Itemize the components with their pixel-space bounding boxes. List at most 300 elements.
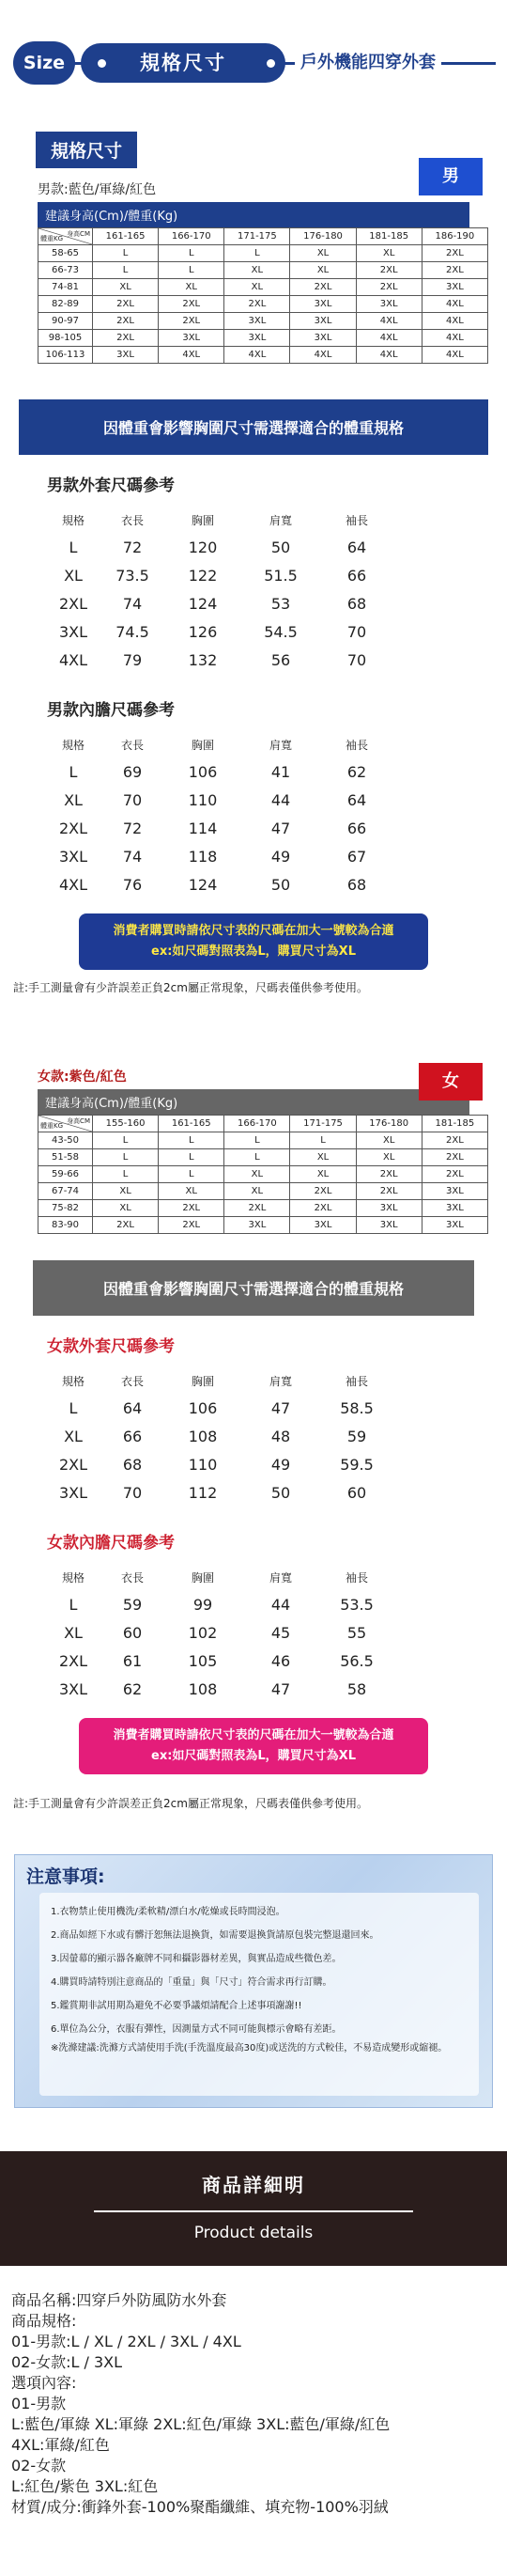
size-cell: XL xyxy=(224,1183,290,1200)
ref-cell: 126 xyxy=(188,622,218,641)
size-cell: 2XL xyxy=(356,1183,422,1200)
male-note xyxy=(79,913,428,970)
ref-cell: 59 xyxy=(346,1427,367,1445)
height-header: 186-190 xyxy=(422,228,487,245)
ref-cell: 68 xyxy=(122,1455,143,1474)
table-row xyxy=(47,1422,392,1450)
male-section xyxy=(0,132,507,227)
table-row xyxy=(47,1478,392,1507)
corner-cell xyxy=(38,228,93,245)
table-row xyxy=(47,814,392,842)
details-body xyxy=(0,2266,507,2537)
size-cell: 2XL xyxy=(159,1200,224,1217)
size-cell: 2XL xyxy=(290,279,356,296)
ref-header: 肩寬 xyxy=(269,738,292,752)
size-cell: 3XL xyxy=(422,1183,487,1200)
dot-icon xyxy=(98,59,106,68)
ref-header-row xyxy=(47,507,392,533)
size-pill: Size xyxy=(13,41,75,85)
size-cell: 2XL xyxy=(422,1132,487,1149)
size-cell: 2XL xyxy=(93,313,159,330)
ref-cell: 99 xyxy=(192,1595,213,1614)
ref-cell: 4XL xyxy=(58,875,88,894)
ref-cell: 70 xyxy=(346,622,367,641)
size-cell: L xyxy=(93,1149,159,1166)
size-cell: L xyxy=(290,1132,356,1149)
ref-cell: 68 xyxy=(346,875,367,894)
notice-title: 注意事項: xyxy=(26,1866,105,1887)
ref-cell: 49 xyxy=(270,847,291,866)
height-header: 176-180 xyxy=(356,1116,422,1132)
ref-cell: L xyxy=(69,762,78,781)
ref-cell: 46 xyxy=(270,1651,291,1670)
size-cell: XL xyxy=(356,245,422,262)
table-row xyxy=(47,757,392,786)
weight-cell: 74-81 xyxy=(38,279,93,296)
notice-item: 5.鑑賞期非試用期為避免不必要爭議煩請配合上述事項謝謝!! xyxy=(51,2001,302,2011)
size-cell: 3XL xyxy=(290,1217,356,1234)
dot-icon xyxy=(267,59,275,68)
ref-cell: 51.5 xyxy=(264,566,298,585)
detail-line: 選項內容: xyxy=(11,2374,77,2392)
size-cell: 3XL xyxy=(422,1217,487,1234)
female-color-label: 女款:紫色/紅色 xyxy=(38,1069,127,1085)
size-cell: L xyxy=(159,1149,224,1166)
weight-cell: 67-74 xyxy=(38,1183,93,1200)
ref-cell: 55 xyxy=(346,1623,367,1642)
ref-cell: 44 xyxy=(270,1595,291,1614)
ref-cell: 64 xyxy=(122,1398,143,1417)
size-cell: 4XL xyxy=(356,313,422,330)
ref-cell: 60 xyxy=(346,1483,367,1502)
male-badge: 男 xyxy=(419,158,483,195)
ref-cell: XL xyxy=(64,1623,83,1642)
size-cell: L xyxy=(159,245,224,262)
ref-cell: 61 xyxy=(122,1651,143,1670)
table-row xyxy=(38,330,488,347)
ref-cell: 60 xyxy=(122,1623,143,1642)
ref-cell: 50 xyxy=(270,875,291,894)
size-cell: 4XL xyxy=(356,347,422,364)
ref-cell: L xyxy=(69,1398,78,1417)
size-cell: 2XL xyxy=(224,1200,290,1217)
size-cell: 2XL xyxy=(422,262,487,279)
ref-cell: 64 xyxy=(346,790,367,809)
ref-cell: 50 xyxy=(270,1483,291,1502)
female-inner-table xyxy=(47,1564,392,1703)
ref-cell: 47 xyxy=(270,1398,291,1417)
size-cell: XL xyxy=(93,279,159,296)
size-cell: 2XL xyxy=(290,1200,356,1217)
ref-cell: 70 xyxy=(346,650,367,669)
table-row xyxy=(47,617,392,646)
size-cell: 2XL xyxy=(356,1166,422,1183)
weight-cell: 82-89 xyxy=(38,296,93,313)
size-cell: XL xyxy=(356,1149,422,1166)
ref-cell: 68 xyxy=(346,594,367,613)
height-header: 155-160 xyxy=(93,1116,159,1132)
ref-cell: 50 xyxy=(270,538,291,556)
size-cell: 4XL xyxy=(422,296,487,313)
size-cell: 2XL xyxy=(159,1217,224,1234)
weight-cell: 51-58 xyxy=(38,1149,93,1166)
ref-cell: 53.5 xyxy=(340,1595,374,1614)
male-note-line1: 消費者購買時請依尺寸表的尺碼在加大一號較為合適 xyxy=(113,924,394,938)
ref-cell: 54.5 xyxy=(264,622,298,641)
ref-cell: 70 xyxy=(122,790,143,809)
male-inner-table xyxy=(47,731,392,898)
ref-cell: 108 xyxy=(188,1679,218,1698)
ref-cell: 66 xyxy=(122,1427,143,1445)
ref-cell: 120 xyxy=(188,538,218,556)
size-cell: L xyxy=(159,1166,224,1183)
male-color-label: 男款:藍色/軍綠/紅色 xyxy=(38,182,157,197)
size-cell: 3XL xyxy=(159,330,224,347)
size-cell: XL xyxy=(290,262,356,279)
height-header: 171-175 xyxy=(290,1116,356,1132)
table-row xyxy=(38,1149,488,1166)
notice-panel xyxy=(14,1854,493,2108)
size-cell: L xyxy=(224,245,290,262)
ref-cell: 45 xyxy=(270,1623,291,1642)
height-header: 176-180 xyxy=(290,228,356,245)
details-header xyxy=(0,2151,507,2266)
size-cell: 3XL xyxy=(422,279,487,296)
size-cell: 3XL xyxy=(356,1217,422,1234)
female-inner-title: 女款內膽尺碼參考 xyxy=(47,1534,175,1553)
ref-cell: 70 xyxy=(122,1483,143,1502)
ref-header: 衣長 xyxy=(120,1570,144,1585)
female-size-table xyxy=(38,1115,488,1234)
ref-cell: 124 xyxy=(188,594,218,613)
table-row xyxy=(47,870,392,898)
table-row xyxy=(47,1647,392,1675)
table-row xyxy=(38,1183,488,1200)
details-title: 商品詳細明 xyxy=(202,2174,305,2196)
size-cell: L xyxy=(93,1166,159,1183)
size-cell: 3XL xyxy=(290,330,356,347)
ref-cell: 74 xyxy=(122,594,143,613)
ref-header: 衣長 xyxy=(120,513,144,527)
notice-box xyxy=(39,1893,479,2096)
ref-header: 胸圍 xyxy=(191,513,214,527)
female-bar: 建議身高(Cm)/體重(Kg) xyxy=(38,1089,469,1115)
notice-item: ※洗滌建議:洗滌方式請使用手洗(手洗溫度最高30度)或送洗的方式較佳，不易造成變形或縮褪。 xyxy=(51,2043,448,2053)
size-cell: XL xyxy=(159,1183,224,1200)
ref-header: 肩寬 xyxy=(269,1570,292,1585)
male-outer-table xyxy=(47,507,392,674)
ref-header: 胸圍 xyxy=(191,738,214,752)
height-header: 171-175 xyxy=(224,228,290,245)
male-size-table xyxy=(38,227,488,364)
ref-cell: XL xyxy=(64,1427,83,1445)
page-header xyxy=(0,0,507,132)
ref-cell: 56 xyxy=(270,650,291,669)
table-row xyxy=(47,1450,392,1478)
table-row xyxy=(47,1675,392,1703)
female-banner: 因體重會影響胸圍尺寸需選擇適合的體重規格 xyxy=(33,1260,474,1316)
ref-cell: 69 xyxy=(122,762,143,781)
ref-cell: XL xyxy=(64,566,83,585)
size-cell: L xyxy=(93,262,159,279)
female-note-line2: ex:如尺碼對照表為L，購買尺寸為XL xyxy=(151,1749,356,1763)
size-cell: XL xyxy=(290,245,356,262)
size-cell: 2XL xyxy=(356,262,422,279)
ref-header: 袖長 xyxy=(345,738,368,752)
size-cell: 4XL xyxy=(290,347,356,364)
height-header: 181-185 xyxy=(356,228,422,245)
size-cell: 3XL xyxy=(422,1200,487,1217)
male-bar: 建議身高(Cm)/體重(Kg) xyxy=(38,202,469,227)
ref-cell: 41 xyxy=(270,762,291,781)
size-cell: 3XL xyxy=(290,313,356,330)
ref-cell: 132 xyxy=(188,650,218,669)
weight-cell: 66-73 xyxy=(38,262,93,279)
size-cell: 3XL xyxy=(224,313,290,330)
ref-cell: 64 xyxy=(346,538,367,556)
ref-cell: 67 xyxy=(346,847,367,866)
size-cell: XL xyxy=(290,1166,356,1183)
detail-line: 02-女款:L / 3XL xyxy=(11,2353,123,2371)
notice-item: 6.單位為公分，衣服有彈性，因測量方式不同可能與標示會略有差距。 xyxy=(51,2024,342,2035)
size-cell: 4XL xyxy=(422,313,487,330)
size-cell: 2XL xyxy=(290,1183,356,1200)
ref-cell: 49 xyxy=(270,1455,291,1474)
corner-height-label: 身高CM xyxy=(67,1117,90,1125)
size-cell: XL xyxy=(159,279,224,296)
table-row xyxy=(38,1132,488,1149)
ref-header: 規格 xyxy=(61,513,84,527)
notice-item: 2.商品如經下水或有髒汙恕無法退換貨，如需要退換貨請原包裝完整退還回來。 xyxy=(51,1930,379,1941)
details-divider xyxy=(94,2210,413,2212)
ref-cell: 79 xyxy=(122,650,143,669)
ref-cell: 3XL xyxy=(58,1483,88,1502)
table-header-row xyxy=(38,1116,488,1132)
size-cell: XL xyxy=(93,1183,159,1200)
detail-line: 材質/成分:衝鋒外套-100%聚酯纖維、填充物-100%羽絨 xyxy=(11,2498,389,2516)
detail-line: L:紅色/紫色 3XL:紅色 xyxy=(11,2477,159,2495)
corner-weight-label: 體重KG xyxy=(40,235,64,242)
size-cell: 4XL xyxy=(224,347,290,364)
detail-line: 01-男款 xyxy=(11,2395,67,2412)
ref-cell: 53 xyxy=(270,594,291,613)
ref-cell: 74.5 xyxy=(115,622,149,641)
section-title: 規格尺寸 xyxy=(36,132,137,168)
weight-cell: 90-97 xyxy=(38,313,93,330)
ref-cell: 58.5 xyxy=(340,1398,374,1417)
ref-cell: 106 xyxy=(188,762,218,781)
table-row xyxy=(38,279,488,296)
size-cell: XL xyxy=(93,1200,159,1217)
size-cell: L xyxy=(93,245,159,262)
ref-cell: 106 xyxy=(188,1398,218,1417)
ref-cell: 58 xyxy=(346,1679,367,1698)
ref-cell: 2XL xyxy=(58,1455,88,1474)
size-cell: XL xyxy=(224,1166,290,1183)
ref-header: 胸圍 xyxy=(191,1374,214,1388)
detail-line: 商品規格: xyxy=(11,2312,77,2330)
size-cell: 3XL xyxy=(356,1200,422,1217)
height-header: 161-165 xyxy=(159,1116,224,1132)
ref-cell: 66 xyxy=(346,566,367,585)
ref-header: 衣長 xyxy=(120,738,144,752)
size-cell: XL xyxy=(356,1132,422,1149)
ref-cell: 56.5 xyxy=(340,1651,374,1670)
weight-cell: 98-105 xyxy=(38,330,93,347)
ref-header: 衣長 xyxy=(120,1374,144,1388)
size-cell: 2XL xyxy=(93,330,159,347)
size-cell: XL xyxy=(224,279,290,296)
table-header-row xyxy=(38,228,488,245)
ref-header: 規格 xyxy=(61,1570,84,1585)
ref-cell: XL xyxy=(64,790,83,809)
male-foot-note: 註:手工測量會有少許誤差正負2cm屬正常現象，尺碼表僅供參考使用。 xyxy=(13,981,368,994)
table-row xyxy=(38,1200,488,1217)
ref-cell: 110 xyxy=(188,1455,218,1474)
ref-cell: 47 xyxy=(270,819,291,837)
size-cell: L xyxy=(224,1149,290,1166)
ref-cell: 2XL xyxy=(58,819,88,837)
ref-cell: 105 xyxy=(188,1651,218,1670)
ref-header: 袖長 xyxy=(345,513,368,527)
size-cell: 4XL xyxy=(159,347,224,364)
ref-cell: 3XL xyxy=(58,622,88,641)
ref-cell: 114 xyxy=(188,819,218,837)
table-row xyxy=(47,1590,392,1618)
table-row xyxy=(47,646,392,674)
ref-cell: 62 xyxy=(346,762,367,781)
size-cell: 2XL xyxy=(422,1149,487,1166)
ref-cell: 2XL xyxy=(58,1651,88,1670)
table-row xyxy=(38,1217,488,1234)
table-row xyxy=(47,786,392,814)
height-header: 166-170 xyxy=(159,228,224,245)
header-title: 規格尺寸 xyxy=(81,43,285,83)
ref-header: 袖長 xyxy=(345,1570,368,1585)
female-outer-table xyxy=(47,1367,392,1507)
ref-cell: 48 xyxy=(270,1427,291,1445)
size-cell: 3XL xyxy=(224,330,290,347)
table-row xyxy=(47,589,392,617)
size-cell: L xyxy=(159,1132,224,1149)
size-cell: L xyxy=(224,1132,290,1149)
corner-cell xyxy=(38,1116,93,1132)
ref-header-row xyxy=(47,1564,392,1590)
ref-cell: L xyxy=(69,1595,78,1614)
detail-line: 02-女款 xyxy=(11,2457,67,2475)
male-outer-title: 男款外套尺碼參考 xyxy=(47,476,175,495)
ref-header-row xyxy=(47,1367,392,1394)
size-cell: L xyxy=(159,262,224,279)
ref-header-row xyxy=(47,731,392,757)
ref-cell: 4XL xyxy=(58,650,88,669)
male-note-line2: ex:如尺碼對照表為L，購買尺寸為XL xyxy=(151,945,356,959)
notice-item: 3.因螢幕的顯示器各廠牌不同和攝影器材差異，與實品造成些微色差。 xyxy=(51,1954,342,1964)
size-cell: 3XL xyxy=(290,296,356,313)
weight-cell: 106-113 xyxy=(38,347,93,364)
table-row xyxy=(38,1166,488,1183)
table-row xyxy=(38,296,488,313)
detail-line: 4XL:軍綠/紅色 xyxy=(11,2436,110,2454)
size-cell: 2XL xyxy=(159,313,224,330)
ref-cell: 72 xyxy=(122,819,143,837)
ref-header: 肩寬 xyxy=(269,1374,292,1388)
table-row xyxy=(47,1618,392,1647)
size-cell: XL xyxy=(224,262,290,279)
ref-cell: 110 xyxy=(188,790,218,809)
size-cell: XL xyxy=(290,1149,356,1166)
ref-cell: 102 xyxy=(188,1623,218,1642)
ref-cell: 3XL xyxy=(58,1679,88,1698)
ref-cell: 59.5 xyxy=(340,1455,374,1474)
table-row xyxy=(47,1394,392,1422)
female-badge: 女 xyxy=(419,1063,483,1101)
female-foot-note: 註:手工測量會有少許誤差正負2cm屬正常現象，尺碼表僅供參考使用。 xyxy=(13,1797,368,1810)
table-row xyxy=(47,842,392,870)
size-cell: 2XL xyxy=(159,296,224,313)
size-cell: 2XL xyxy=(224,296,290,313)
female-section xyxy=(0,1067,507,1115)
size-cell: 3XL xyxy=(93,347,159,364)
ref-header: 規格 xyxy=(61,1374,84,1388)
corner-height-label: 身高CM xyxy=(67,230,90,238)
weight-cell: 59-66 xyxy=(38,1166,93,1183)
ref-cell: L xyxy=(69,538,78,556)
table-row xyxy=(38,245,488,262)
ref-header: 胸圍 xyxy=(191,1570,214,1585)
ref-cell: 73.5 xyxy=(115,566,149,585)
ref-header: 袖長 xyxy=(345,1374,368,1388)
size-cell: 3XL xyxy=(224,1217,290,1234)
ref-cell: 59 xyxy=(122,1595,143,1614)
size-cell: 3XL xyxy=(356,296,422,313)
size-cell: 2XL xyxy=(93,1217,159,1234)
ref-cell: 76 xyxy=(122,875,143,894)
notice-item: 4.購買時請特別注意商品的「重量」與「尺寸」符合需求再行訂購。 xyxy=(51,1977,332,1988)
ref-cell: 108 xyxy=(188,1427,218,1445)
details-subtitle: Product details xyxy=(193,2224,314,2242)
ref-header: 規格 xyxy=(61,738,84,752)
size-cell: 4XL xyxy=(422,330,487,347)
size-cell: L xyxy=(93,1132,159,1149)
ref-cell: 44 xyxy=(270,790,291,809)
ref-cell: 122 xyxy=(188,566,218,585)
table-row xyxy=(38,262,488,279)
table-row xyxy=(38,313,488,330)
height-header: 166-170 xyxy=(224,1116,290,1132)
ref-cell: 3XL xyxy=(58,847,88,866)
ref-header: 肩寬 xyxy=(269,513,292,527)
notice-item: 1.衣物禁止使用機洗/柔軟精/漂白水/乾燥或長時間浸泡。 xyxy=(51,1907,285,1917)
table-row xyxy=(47,533,392,561)
weight-cell: 58-65 xyxy=(38,245,93,262)
ref-cell: 2XL xyxy=(58,594,88,613)
male-inner-title: 男款內膽尺碼參考 xyxy=(47,701,175,720)
table-row xyxy=(38,347,488,364)
notice-list xyxy=(51,1900,468,2056)
size-cell: 2XL xyxy=(356,279,422,296)
ref-cell: 118 xyxy=(188,847,218,866)
detail-line: 商品名稱:四穿戶外防風防水外套 xyxy=(11,2291,227,2309)
ref-cell: 74 xyxy=(122,847,143,866)
size-cell: 2XL xyxy=(93,296,159,313)
ref-cell: 124 xyxy=(188,875,218,894)
female-note xyxy=(79,1718,428,1774)
size-cell: 2XL xyxy=(422,245,487,262)
table-row xyxy=(47,561,392,589)
corner-weight-label: 體重KG xyxy=(40,1122,64,1130)
detail-line: L:藍色/軍綠 XL:軍綠 2XL:紅色/軍綠 3XL:藍色/軍綠/紅色 xyxy=(11,2415,391,2433)
